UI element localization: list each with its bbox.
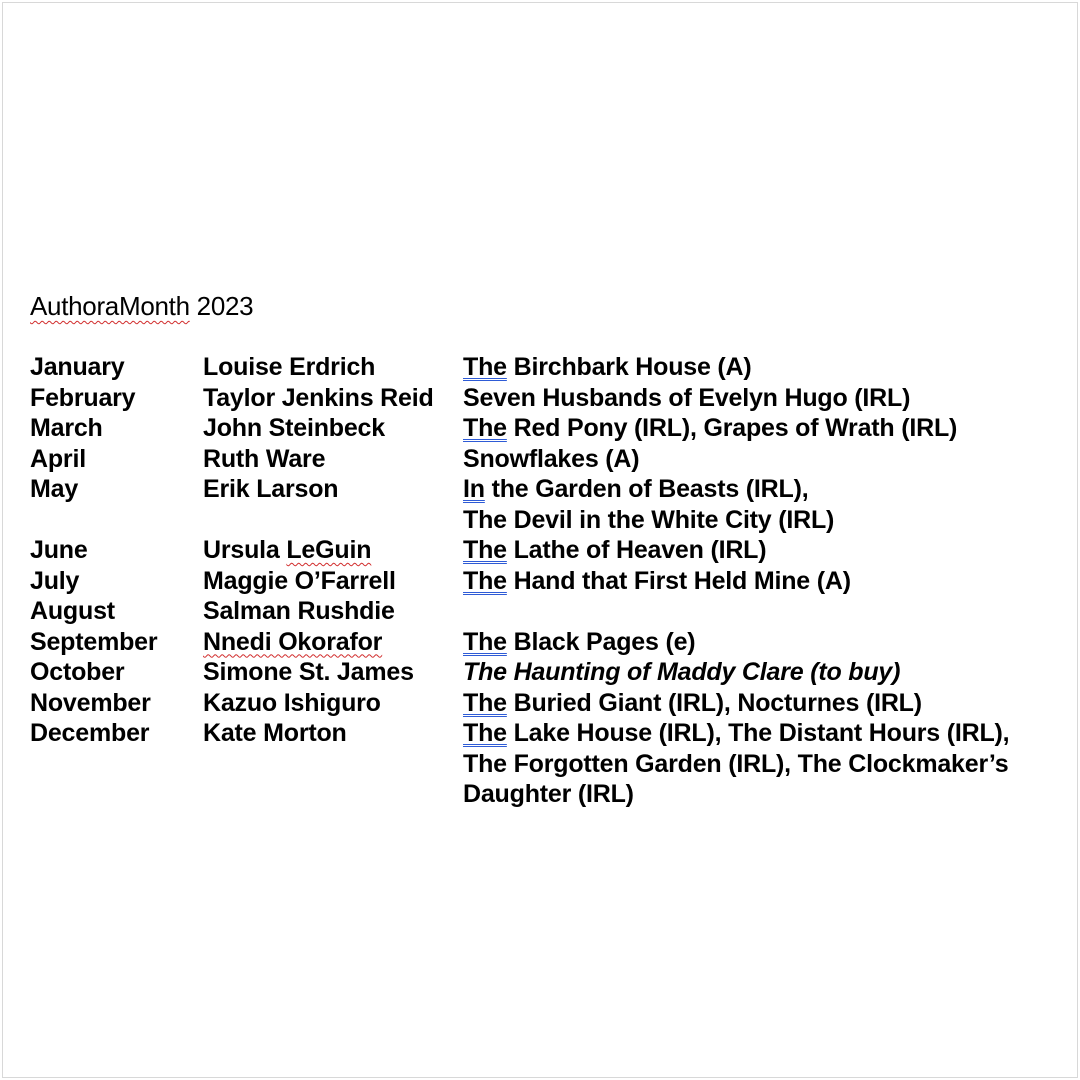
- month-label: September: [30, 627, 158, 656]
- author-name: Salman Rushdie: [203, 597, 395, 625]
- schedule-row-november: [30, 688, 1060, 719]
- book-titles: the Garden of Beasts (IRL), The Devil in the White City (IRL): [463, 475, 835, 534]
- book-titles: The Haunting of Maddy Clare (to buy): [463, 658, 901, 686]
- book-list: [463, 383, 1060, 414]
- title-word: AuthoraMonth: [30, 291, 190, 321]
- author-flagged-surname: LeGuin: [286, 536, 372, 564]
- author-name: Louise Erdrich: [203, 353, 376, 381]
- book-list: [463, 352, 1060, 383]
- schedule-row-august: [30, 596, 1060, 627]
- author-name: Simone St. James: [203, 658, 414, 686]
- book-list: [463, 413, 1060, 444]
- month-label: March: [30, 414, 103, 442]
- month-label: November: [30, 688, 151, 717]
- book-list: [463, 596, 1060, 627]
- book-first-word: The: [463, 566, 507, 595]
- schedule-row-april: [30, 444, 1060, 475]
- book-titles: Hand that First Held Mine (A): [506, 566, 851, 595]
- book-titles: Red Pony (IRL), Grapes of Wrath (IRL): [506, 414, 958, 442]
- book-titles: Buried Giant (IRL), Nocturnes (IRL): [506, 688, 922, 717]
- author-name: Ruth Ware: [203, 444, 326, 473]
- schedule-row-september: [30, 627, 1060, 658]
- book-titles: Lake House (IRL), The Distant Hours (IRL), The Forgotten Garden (IRL), The Clockmaker’s Daughter (IRL): [463, 719, 1010, 808]
- title-year: 2023: [196, 291, 254, 321]
- book-list: [463, 444, 1060, 475]
- month-label: April: [30, 444, 86, 473]
- book-list: [463, 535, 1060, 566]
- book-titles: Snowflakes (A): [463, 444, 640, 473]
- author-name: Nnedi Okorafor: [203, 627, 383, 656]
- author-name: Maggie O’Farrell: [203, 566, 396, 595]
- month-label: December: [30, 719, 150, 747]
- book-first-word: In: [463, 475, 485, 503]
- schedule-row-january: [30, 352, 1060, 383]
- book-titles: Lathe of Heaven (IRL): [506, 536, 767, 564]
- document-title: [30, 289, 253, 323]
- book-list: [463, 688, 1060, 719]
- book-list: [463, 657, 1060, 688]
- schedule-row-december: [30, 718, 1060, 810]
- month-label: October: [30, 658, 125, 686]
- book-titles: Seven Husbands of Evelyn Hugo (IRL): [463, 383, 911, 412]
- author-name: [203, 535, 371, 566]
- month-label: July: [30, 566, 80, 595]
- author-name: John Steinbeck: [203, 414, 385, 442]
- book-first-word: The: [463, 353, 507, 381]
- book-first-word: The: [463, 688, 507, 717]
- book-first-word: The: [463, 414, 507, 442]
- schedule-row-october: [30, 657, 1060, 688]
- book-first-word: The: [463, 627, 507, 656]
- author-name: Taylor Jenkins Reid: [203, 383, 434, 412]
- book-list: [463, 718, 1060, 810]
- month-label: January: [30, 353, 125, 381]
- reading-schedule: [30, 352, 1060, 810]
- author-name: Kazuo Ishiguro: [203, 688, 381, 717]
- book-list: [463, 627, 1060, 658]
- month-label: June: [30, 536, 88, 564]
- book-titles: Birchbark House (A): [506, 353, 752, 381]
- schedule-row-july: [30, 566, 1060, 597]
- schedule-row-may: [30, 474, 1060, 535]
- schedule-row-march: [30, 413, 1060, 444]
- author-first-name: Ursula: [203, 536, 287, 564]
- month-label: August: [30, 597, 115, 625]
- month-label: February: [30, 383, 136, 412]
- book-first-word: The: [463, 536, 507, 564]
- schedule-row-june: [30, 535, 1060, 566]
- author-name: Erik Larson: [203, 475, 339, 503]
- schedule-row-february: [30, 383, 1060, 414]
- author-name: Kate Morton: [203, 719, 347, 747]
- month-label: May: [30, 475, 79, 503]
- book-list: [463, 566, 1060, 597]
- book-list: [463, 474, 1060, 535]
- book-first-word: The: [463, 719, 507, 747]
- book-titles: Black Pages (e): [506, 627, 696, 656]
